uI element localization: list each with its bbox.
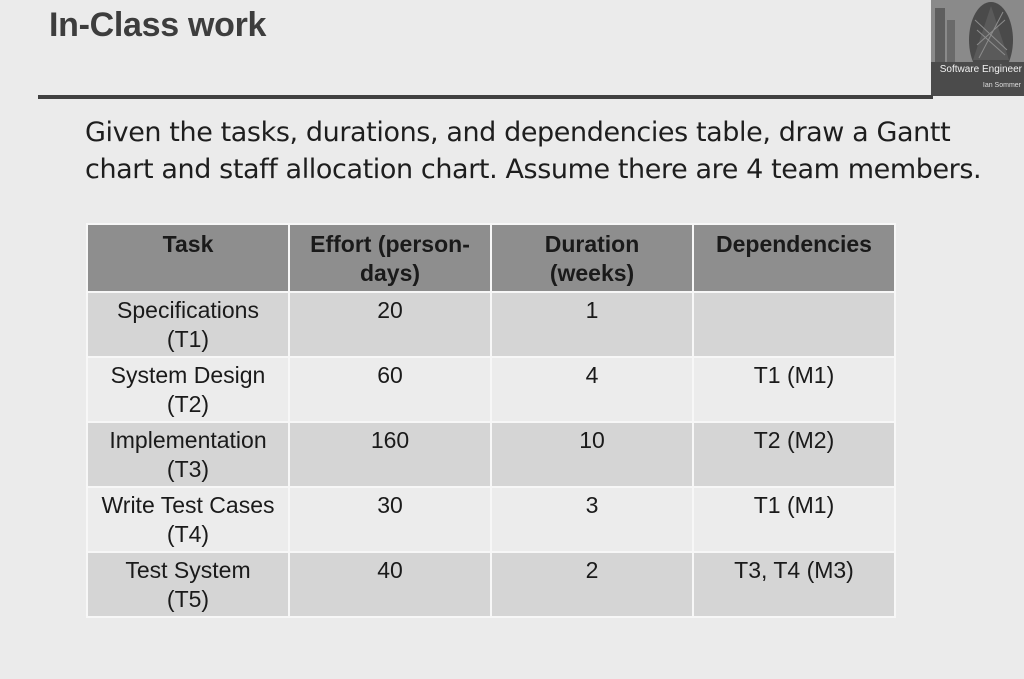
- effort-cell: 160: [289, 422, 491, 487]
- duration-cell: 3: [491, 487, 693, 552]
- effort-cell: 60: [289, 357, 491, 422]
- task-cell: Test System (T5): [87, 552, 289, 617]
- duration-cell: 4: [491, 357, 693, 422]
- dependencies-cell: T1 (M1): [693, 357, 895, 422]
- column-header-task: Task: [87, 224, 289, 292]
- column-header-dependencies: Dependencies: [693, 224, 895, 292]
- effort-cell: 20: [289, 292, 491, 357]
- instructions-line: Given the tasks, durations, and dependencies table, draw a Gantt: [85, 117, 951, 148]
- effort-cell: 40: [289, 552, 491, 617]
- task-cell: Implementation (T3): [87, 422, 289, 487]
- book-cover-image: [931, 0, 1024, 96]
- task-cell: Specifications (T1): [87, 292, 289, 357]
- dependencies-cell: T2 (M2): [693, 422, 895, 487]
- title-divider: [38, 95, 933, 99]
- task-cell: System Design (T2): [87, 357, 289, 422]
- effort-cell: 30: [289, 487, 491, 552]
- duration-cell: 10: [491, 422, 693, 487]
- duration-cell: 1: [491, 292, 693, 357]
- task-table: [86, 223, 896, 618]
- book-author: Ian Sommer: [982, 82, 1021, 89]
- book-title: Software Engineer: [939, 64, 1022, 75]
- dependencies-cell: T1 (M1): [693, 487, 895, 552]
- instructions-text: [85, 114, 985, 188]
- table-row: [87, 422, 895, 487]
- duration-cell: 2: [491, 552, 693, 617]
- dependencies-cell: [693, 292, 895, 357]
- table-row: [87, 552, 895, 617]
- task-cell: Write Test Cases (T4): [87, 487, 289, 552]
- slide-title: In-Class work: [49, 6, 267, 44]
- table-row: [87, 292, 895, 357]
- column-header-duration: Duration (weeks): [491, 224, 693, 292]
- table-row: [87, 357, 895, 422]
- table-row: [87, 487, 895, 552]
- instructions-line: chart and staff allocation chart. Assume there are 4 team members.: [85, 154, 982, 185]
- table-header-row: [87, 224, 895, 292]
- dependencies-cell: T3, T4 (M3): [693, 552, 895, 617]
- column-header-effort: Effort (person- days): [289, 224, 491, 292]
